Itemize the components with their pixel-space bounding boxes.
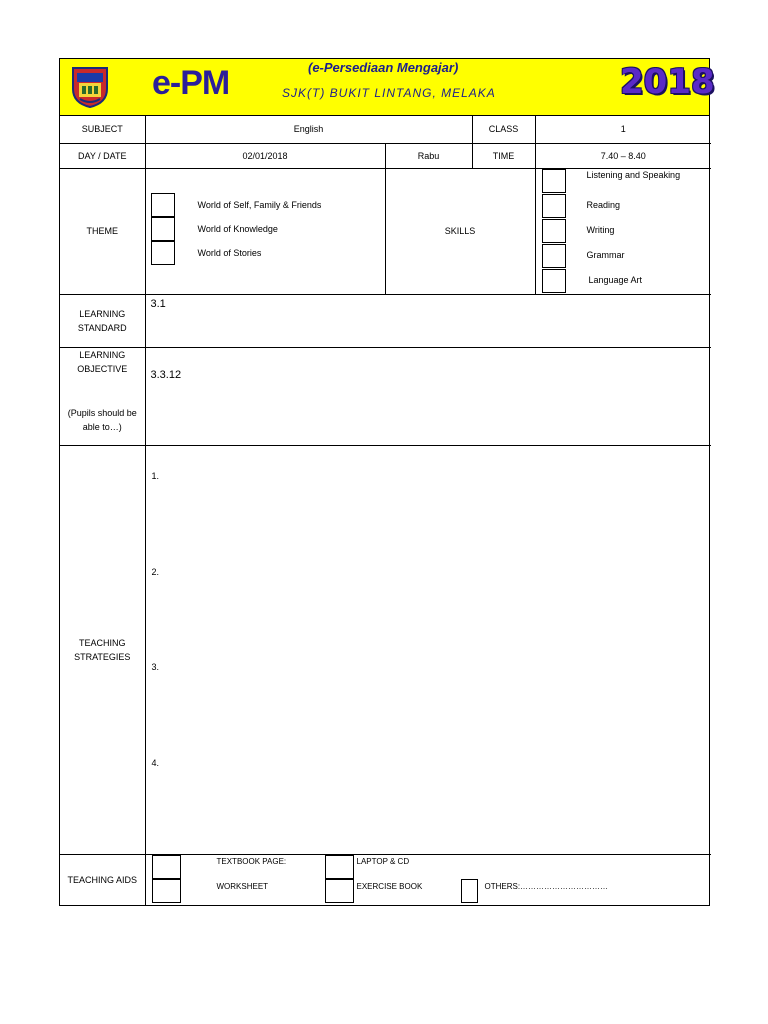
skill-option[interactable] — [542, 269, 768, 294]
day-date-label: DAY / DATE — [60, 143, 145, 168]
year-badge: 2018 — [620, 62, 715, 102]
laptop-checkbox[interactable] — [325, 855, 354, 879]
learning-standard-label — [60, 294, 145, 347]
strategy-step-number: 3. — [151, 661, 160, 672]
learning-standard-label-line: LEARNING — [79, 308, 126, 319]
learning-standard-row — [60, 294, 711, 347]
learning-objective-value: 3.3.12 — [150, 368, 182, 381]
subject-value[interactable]: English — [145, 116, 472, 143]
learning-objective-note: able to…) — [82, 421, 122, 432]
textbook-checkbox[interactable] — [152, 855, 181, 879]
time-value[interactable]: 7.40 – 8.40 — [535, 143, 711, 168]
skill-checkbox[interactable] — [542, 244, 566, 268]
others-checkbox[interactable] — [461, 879, 478, 903]
learning-objective-label-line: LEARNING — [79, 349, 126, 360]
skill-option-label: Language Art — [588, 274, 643, 285]
date-value[interactable]: 02/01/2018 — [145, 143, 385, 168]
date-row — [60, 143, 711, 168]
form-header — [60, 59, 715, 116]
teaching-aids-label: TEACHING AIDS — [60, 854, 145, 905]
skill-option-label: Writing — [586, 224, 615, 235]
theme-option-label: World of Self, Family & Friends — [197, 199, 322, 210]
teaching-strategies-cell[interactable] — [145, 445, 711, 854]
worksheet-checkbox[interactable] — [152, 879, 181, 903]
theme-option-label: World of Knowledge — [197, 223, 278, 234]
theme-checkbox[interactable] — [151, 241, 175, 265]
skills-options — [535, 168, 711, 294]
theme-option[interactable] — [151, 217, 381, 242]
theme-option[interactable] — [151, 241, 381, 266]
skill-checkbox[interactable] — [542, 219, 566, 243]
theme-skills-row — [60, 168, 711, 294]
theme-option-label: World of Stories — [197, 247, 262, 258]
skill-option[interactable] — [542, 194, 768, 219]
skill-checkbox[interactable] — [542, 269, 566, 293]
class-value[interactable]: 1 — [535, 116, 711, 143]
subject-row — [60, 116, 711, 143]
learning-objective-row — [60, 347, 711, 445]
worksheet-label: WORKSHEET — [216, 881, 269, 891]
theme-checkbox[interactable] — [151, 193, 175, 217]
form-title: (e-Persediaan Mengajar) — [308, 60, 459, 75]
day-value[interactable]: Rabu — [385, 143, 472, 168]
skill-option-label: Listening and Speaking — [586, 169, 681, 180]
textbook-page-label: TEXTBOOK PAGE: — [216, 856, 287, 866]
lesson-plan-form — [59, 58, 715, 906]
laptop-cd-label: LAPTOP & CD — [356, 856, 410, 866]
skill-option[interactable] — [542, 219, 768, 244]
strategy-step-number: 4. — [151, 757, 160, 768]
skill-checkbox[interactable] — [542, 169, 566, 193]
skill-option-label: Reading — [586, 199, 621, 210]
lesson-plan-table — [60, 116, 711, 905]
school-crest-icon — [70, 65, 110, 109]
skills-label: SKILLS — [385, 168, 535, 294]
theme-options — [145, 168, 385, 294]
teaching-strategies-row — [60, 445, 711, 854]
theme-label: THEME — [60, 168, 145, 294]
learning-objective-label-line: OBJECTIVE — [77, 363, 128, 374]
theme-option[interactable] — [151, 193, 381, 218]
skill-checkbox[interactable] — [542, 194, 566, 218]
learning-objective-cell[interactable] — [145, 347, 711, 445]
teaching-aids-row — [60, 854, 711, 905]
class-label: CLASS — [472, 116, 535, 143]
learning-objective-label — [60, 347, 145, 445]
others-field[interactable]: OTHERS:…………………………… — [484, 881, 609, 891]
subject-label: SUBJECT — [60, 116, 145, 143]
theme-checkbox[interactable] — [151, 217, 175, 241]
learning-standard-value: 3.1 — [150, 297, 166, 310]
strategy-step-number: 1. — [151, 470, 160, 481]
teaching-aids-cell — [145, 854, 711, 905]
learning-standard-cell[interactable] — [145, 294, 711, 347]
skill-option-label: Grammar — [586, 249, 625, 260]
school-name: SJK(T) BUKIT LINTANG, MELAKA — [282, 86, 496, 100]
teaching-strategies-label-line: STRATEGIES — [74, 651, 131, 662]
learning-standard-label-line: STANDARD — [77, 322, 127, 333]
skill-option[interactable] — [542, 169, 768, 194]
exercise-book-label: EXERCISE BOOK — [356, 881, 423, 891]
exercise-book-checkbox[interactable] — [325, 879, 354, 903]
time-label: TIME — [472, 143, 535, 168]
teaching-strategies-label-line: TEACHING — [78, 637, 126, 648]
teaching-strategies-label — [60, 445, 145, 854]
skill-option[interactable] — [542, 244, 768, 269]
brand-logo-text: e-PM — [152, 64, 230, 102]
learning-objective-note: (Pupils should be — [67, 407, 137, 418]
strategy-step-number: 2. — [151, 566, 160, 577]
